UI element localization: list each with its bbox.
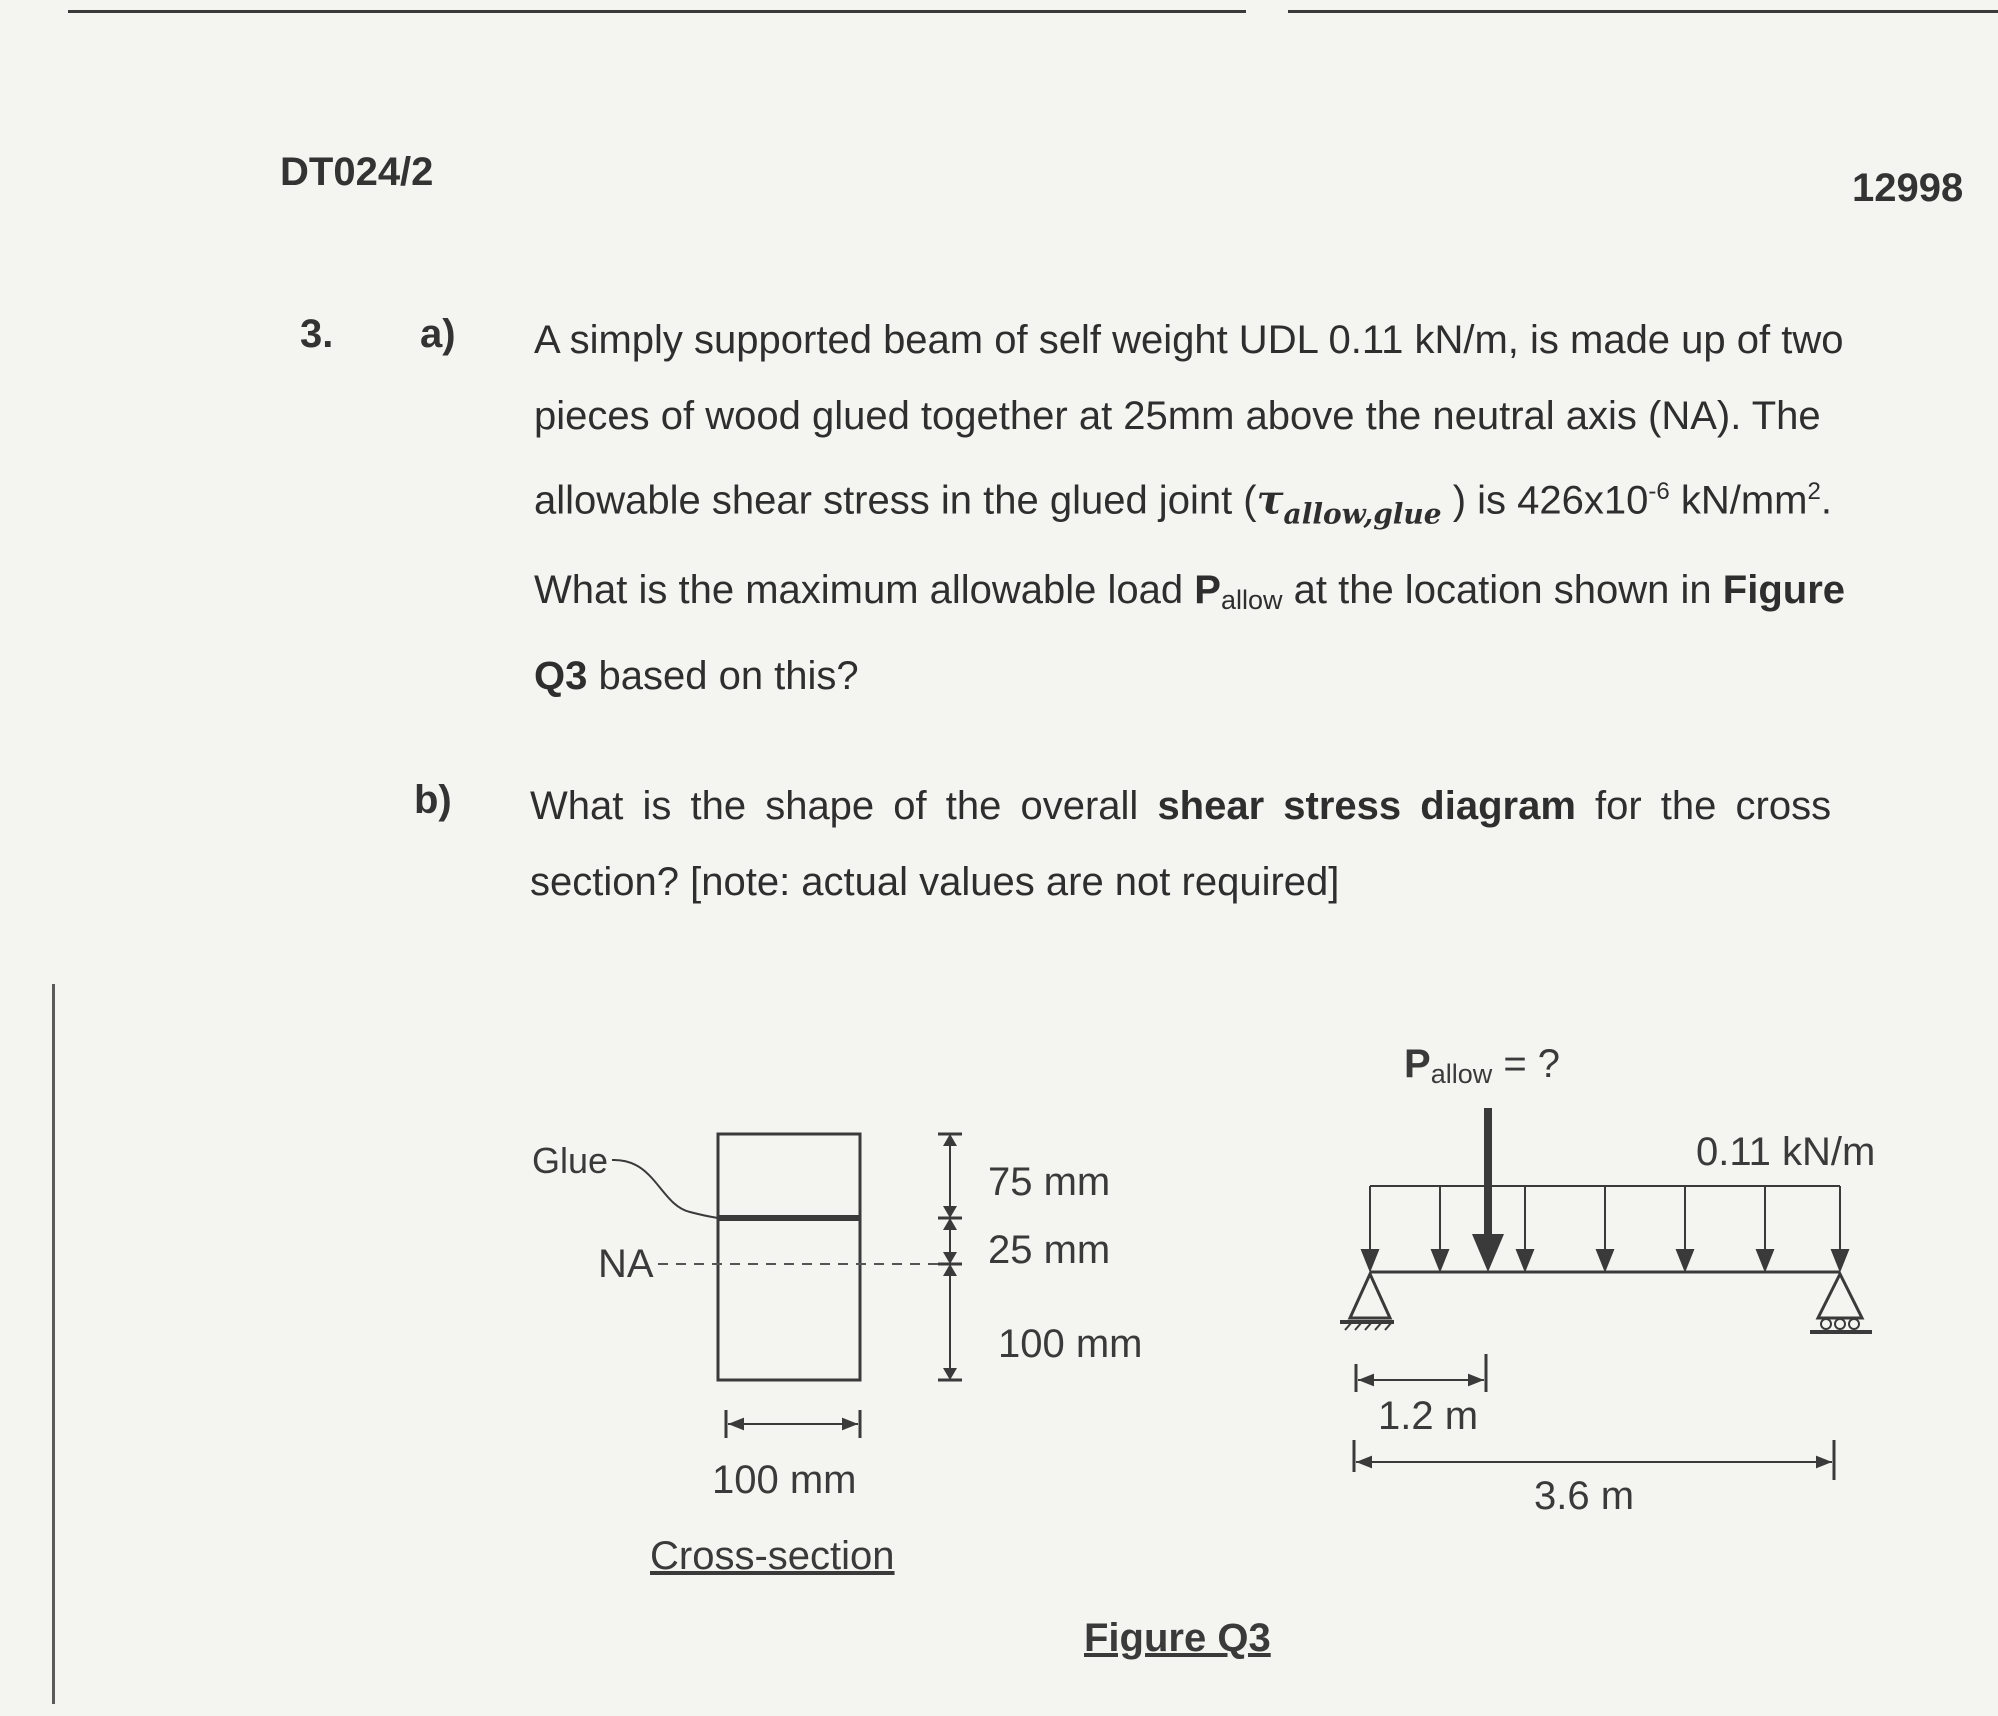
figure-ref: Figure <box>1722 568 1846 613</box>
roller-wheel-3 <box>1849 1319 1859 1329</box>
part-b-label: b) <box>414 778 452 822</box>
p-symbol: P <box>1194 568 1221 613</box>
load-symbol: P <box>1404 1042 1431 1086</box>
p-subscript: allow <box>1220 585 1283 616</box>
roller-support <box>1818 1274 1862 1318</box>
line-3-mid: ) is 426x10 <box>1441 478 1649 523</box>
question-number: 3. <box>300 312 334 356</box>
line-4-mid: at the location shown in <box>1282 568 1723 613</box>
squared: 2 <box>1807 478 1821 505</box>
figure-ref-number: Q3 <box>534 654 588 699</box>
point-load-arrowhead <box>1472 1234 1504 1272</box>
glue-leader <box>612 1160 718 1218</box>
load-position-label: 1.2 m <box>1378 1394 1479 1438</box>
shear-stress-diagram-term: shear stress diagram <box>1157 784 1576 828</box>
load-value: = ? <box>1492 1042 1561 1086</box>
dim-top-label: 75 mm <box>988 1160 1111 1204</box>
glue-label: Glue <box>532 1140 609 1181</box>
page-code: 12998 <box>1852 166 1964 210</box>
line-3-end: . <box>1820 478 1832 523</box>
load-subscript: allow <box>1430 1059 1493 1089</box>
part-a-line-1: A simply supported beam of self weight UDL 0.11 kN/m, is made up of two <box>534 318 1844 362</box>
figure-caption: Figure Q3 <box>1084 1616 1271 1660</box>
cross-section-caption: Cross-section <box>650 1534 895 1578</box>
line-3-pre: allowable shear stress in the glued joint ( <box>534 478 1257 523</box>
roller-wheel-2 <box>1835 1319 1845 1329</box>
exponent: -6 <box>1648 478 1670 505</box>
line-5-post: based on this? <box>587 654 859 699</box>
udl-label: 0.11 kN/m <box>1696 1130 1876 1174</box>
line-4-pre: What is the maximum allowable load <box>534 568 1195 613</box>
part-b-line-1-post: for the cross <box>1575 784 1832 828</box>
udl-arrows <box>1362 1186 1848 1270</box>
section-rectangle <box>718 1134 860 1380</box>
span-label: 3.6 m <box>1534 1474 1635 1518</box>
tau-symbol: τ <box>1256 476 1284 524</box>
part-b-line-2: section? [note: actual values are not required] <box>530 860 1340 904</box>
pin-support <box>1350 1274 1390 1318</box>
dim-height-label: 100 mm <box>998 1322 1143 1366</box>
part-b-line-1-pre: What is the shape of the overall <box>530 784 1158 828</box>
load-label <box>1404 1042 1560 1090</box>
na-label: NA <box>598 1242 654 1286</box>
course-code: DT024/2 <box>280 150 434 194</box>
part-a-label: a) <box>420 312 456 356</box>
roller-wheel-1 <box>1821 1319 1831 1329</box>
dim-mid-label: 25 mm <box>988 1228 1111 1272</box>
line-3-post: kN/mm <box>1669 478 1808 523</box>
dim-width-label: 100 mm <box>712 1458 857 1502</box>
tau-subscript: allow,glue <box>1283 497 1442 531</box>
part-a-line-2: pieces of wood glued together at 25mm above the neutral axis (NA). The <box>534 394 1821 438</box>
